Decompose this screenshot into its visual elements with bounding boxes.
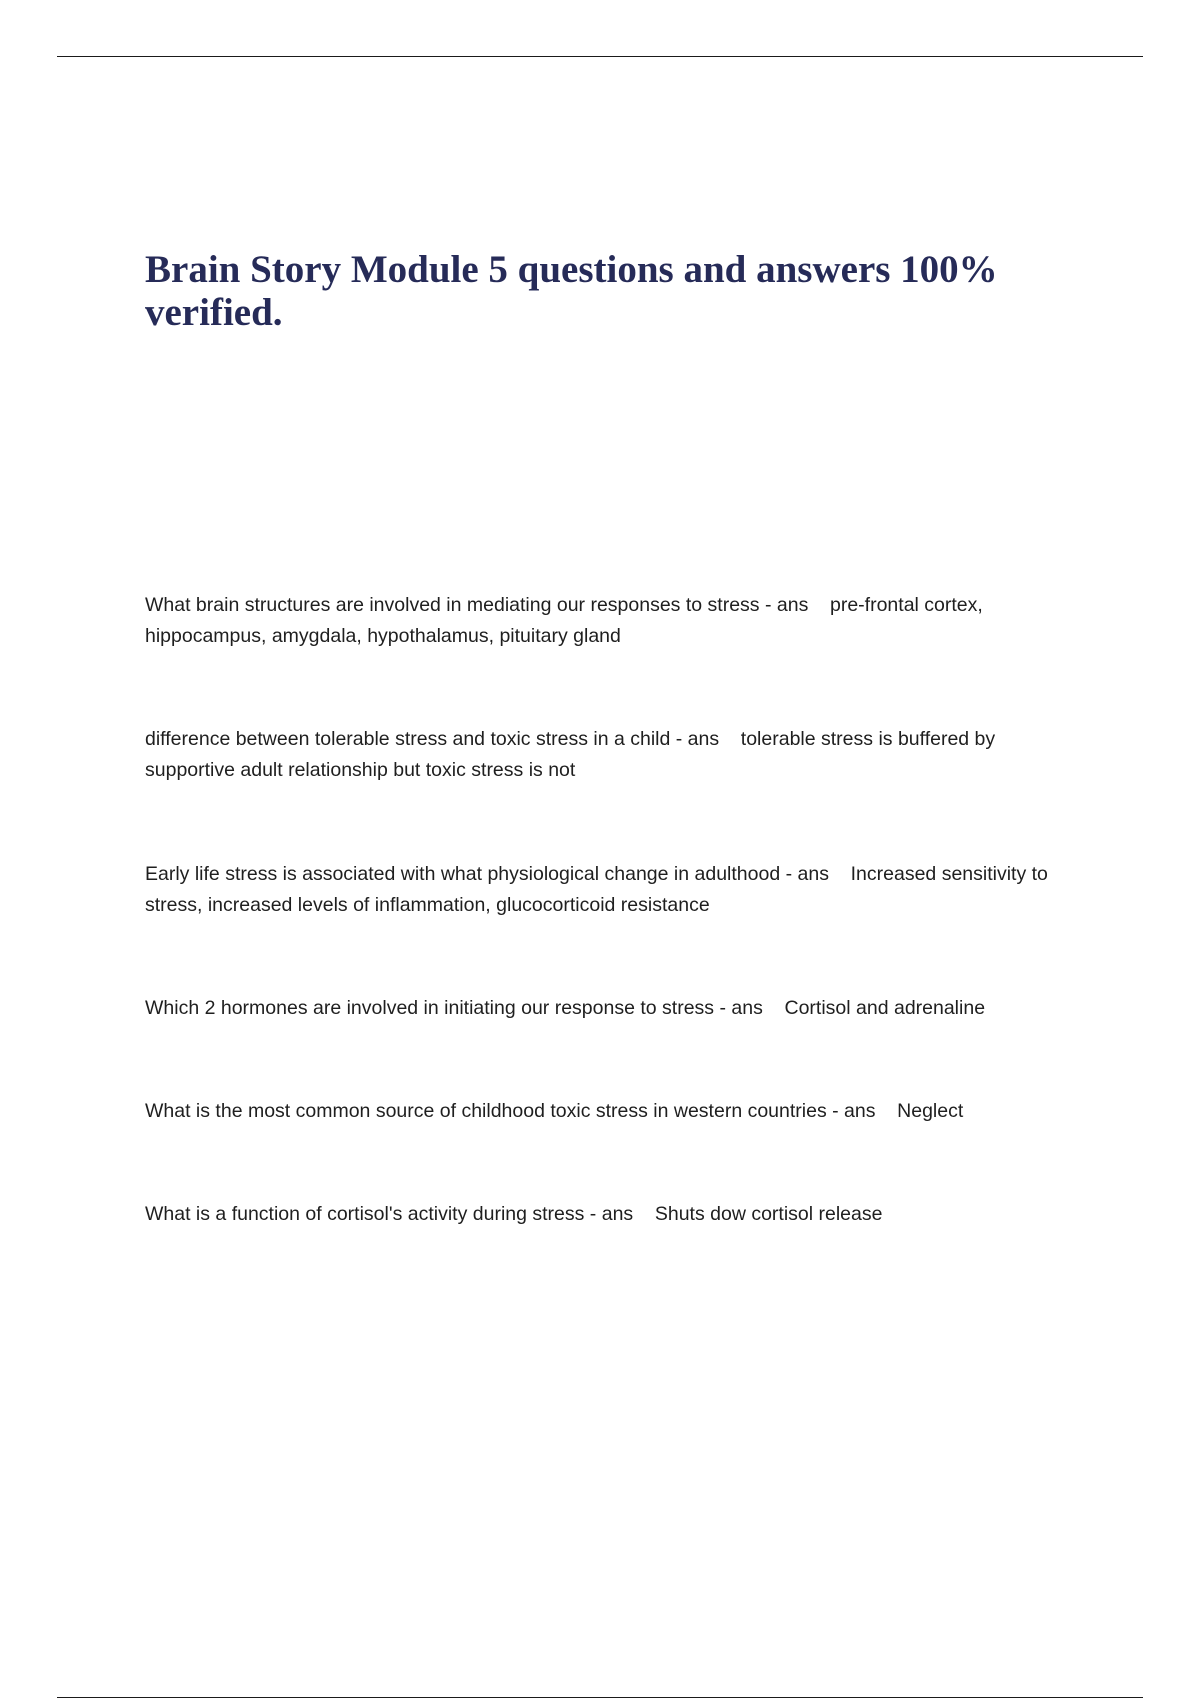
question-text: What brain structures are involved in mediating our responses to stress [145, 594, 760, 616]
answer-text: Neglect [897, 1100, 964, 1122]
qa-item [145, 590, 1090, 652]
question-text: What is a function of cortisol's activity during stress [145, 1203, 585, 1225]
answer-separator: - ans [759, 594, 830, 616]
qa-item [145, 859, 1090, 921]
question-text: What is the most common source of childhood toxic stress in western countries [145, 1100, 827, 1122]
answer-text: Cortisol and adrenaline [784, 997, 986, 1019]
answer-separator: - ans [584, 1203, 655, 1225]
answer-separator: - ans [714, 997, 785, 1019]
answer-text: Shuts dow cortisol release [654, 1203, 883, 1225]
footer-rule [57, 1697, 1143, 1698]
answer-text: pre-frontal cortex, hippocampus, amygdala, hypothalamus, pituitary gland [145, 594, 983, 647]
answer-separator: - ans [670, 728, 741, 750]
answer-separator: - ans [780, 863, 851, 885]
question-text: Which 2 hormones are involved in initiating our response to stress [145, 997, 715, 1019]
qa-item [145, 993, 1090, 1024]
answer-separator: - ans [826, 1100, 898, 1122]
question-text: Early life stress is associated with what physiological change in adulthood [145, 863, 781, 885]
qa-item [145, 1096, 1090, 1127]
answer-text: tolerable stress is buffered by supportive adult relationship but toxic stress is not [145, 728, 996, 781]
page-title: Brain Story Module 5 questions and answers 100% verified. [145, 248, 998, 334]
qa-item [145, 1199, 1090, 1230]
qa-item [145, 724, 1090, 786]
answer-text: Increased sensitivity to stress, increased levels of inflammation, glucocorticoid resistance [145, 863, 1048, 916]
header-rule [57, 56, 1143, 57]
question-text: difference between tolerable stress and toxic stress in a child [145, 728, 671, 750]
